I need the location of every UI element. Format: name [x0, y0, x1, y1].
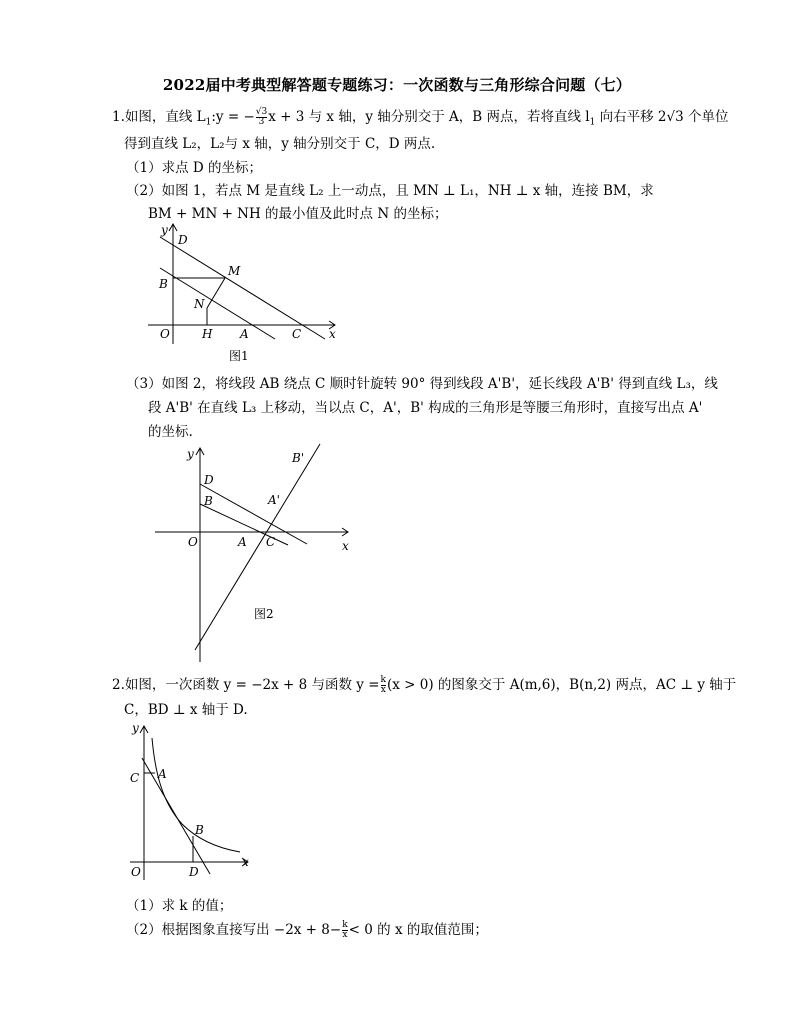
fig3-label-B: B	[195, 823, 204, 837]
fig1-segment-MN	[207, 278, 225, 308]
fig3-linear-line	[142, 758, 210, 874]
fig1-label-C: C	[292, 327, 302, 341]
fig3-label-C: C	[130, 771, 140, 785]
fig1-line-L1	[160, 268, 275, 339]
figure-1	[140, 222, 370, 372]
q1-line1-part-a: 1.如图，直线 L	[112, 109, 206, 125]
q1-line1-frac-den: 3	[256, 117, 267, 127]
fig2-label-Ap: A'	[268, 493, 280, 507]
fig2-label-O: O	[188, 535, 198, 549]
q1-part-1: （1）求点 D 的坐标；	[126, 160, 262, 176]
q2-part-2	[126, 920, 488, 940]
page-title: 2022届中考典型解答题专题练习：一次函数与三角形综合问题（七）	[162, 76, 632, 94]
q1-part-2b: BM + MN + NH 的最小值及此时点 N 的坐标；	[148, 206, 448, 222]
q1-part-3a: （3）如图 2，将线段 AB 绕点 C 顺时针旋转 90° 得到线段 A'B'，延长线段 A'B' 得到直线 L₃，线	[126, 376, 718, 392]
q2-line1-frac-num: k	[380, 675, 386, 685]
fig1-label-x: x	[329, 327, 336, 341]
q1-line1-sub1: 1	[205, 117, 212, 128]
fig2-label-y: y	[187, 447, 194, 461]
q2-line-2: C，BD ⊥ x 轴于 D.	[124, 702, 248, 718]
q1-line1-sub2: 1	[589, 117, 596, 128]
q2-part2-fraction	[342, 921, 347, 940]
fig2-label-x: x	[342, 539, 349, 553]
fig2-label-B: B	[204, 494, 213, 508]
figure-3	[122, 722, 262, 882]
fig3-label-y: y	[132, 721, 139, 735]
fig2-label-A: A	[238, 535, 247, 549]
q1-line1-part-c: :y = −	[211, 109, 255, 125]
fig1-line-L2	[160, 237, 325, 339]
fig2-label-Bp: B'	[292, 451, 305, 465]
q1-part-2a: （2）如图 1，若点 M 是直线 L₂ 上一动点，且 MN ⊥ L₁，NH ⊥ x 轴，连接 BM，求	[126, 183, 654, 199]
q2-part2-frac-den: x	[342, 930, 348, 940]
fig2-label-C: C	[266, 535, 276, 549]
fig3-label-A: A	[158, 767, 167, 781]
fig1-label-D: D	[178, 233, 188, 247]
q1-part-3b: 段 A'B' 在直线 L₃ 上移动，当以点 C，A'，B' 构成的三角形是等腰三角形时，直接写出点 A'	[148, 400, 703, 416]
q2-line1-fraction	[381, 676, 386, 695]
fig1-label-H: H	[202, 327, 213, 341]
q1-line-1	[112, 107, 729, 133]
q1-line1-frac-num: √3	[255, 107, 268, 117]
fig1-label-y: y	[161, 223, 168, 237]
fig3-label-x: x	[242, 855, 249, 869]
q1-line1-part-d: x + 3 与 x 轴，y 轴分别交于 A，B 两点，若将直线 l	[268, 109, 590, 125]
q2-part2-a: （2）根据图象直接写出 −2x + 8−	[126, 922, 342, 938]
fig3-label-D: D	[189, 865, 199, 879]
q2-line1-frac-den: x	[380, 685, 386, 695]
q1-line-2: 得到直线 L₂，L₂与 x 轴，y 轴分别交于 C，D 两点.	[124, 136, 436, 152]
q2-part2-b: < 0 的 x 的取值范围；	[348, 922, 488, 938]
fig1-caption: 图1	[229, 349, 249, 363]
q2-line-1	[112, 675, 736, 695]
fig1-label-M: M	[228, 264, 241, 278]
fig2-line-L2	[200, 484, 307, 544]
q2-line1-part-a: 2.如图，一次函数 y = −2x + 8 与函数 y =	[112, 677, 380, 693]
q2-part-1: （1）求 k 的值；	[126, 898, 233, 914]
fig2-caption: 图2	[254, 607, 274, 621]
fig1-label-B: B	[159, 277, 168, 291]
q2-line1-part-b: (x > 0) 的图象交于 A(m,6)，B(n,2) 两点，AC ⊥ y 轴于	[386, 677, 737, 693]
fig2-label-D: D	[204, 473, 214, 487]
fig1-label-N: N	[194, 297, 205, 311]
q1-line1-part-f: 向右平移 2√3 个单位	[595, 109, 729, 125]
fig3-label-O: O	[131, 865, 141, 879]
q1-line1-fraction	[256, 108, 267, 127]
fig1-label-O: O	[160, 327, 170, 341]
figure-2	[150, 444, 370, 664]
q1-part-3c: 的坐标.	[148, 424, 193, 440]
q2-part2-frac-num: k	[342, 920, 348, 930]
fig1-label-A: A	[240, 327, 249, 341]
